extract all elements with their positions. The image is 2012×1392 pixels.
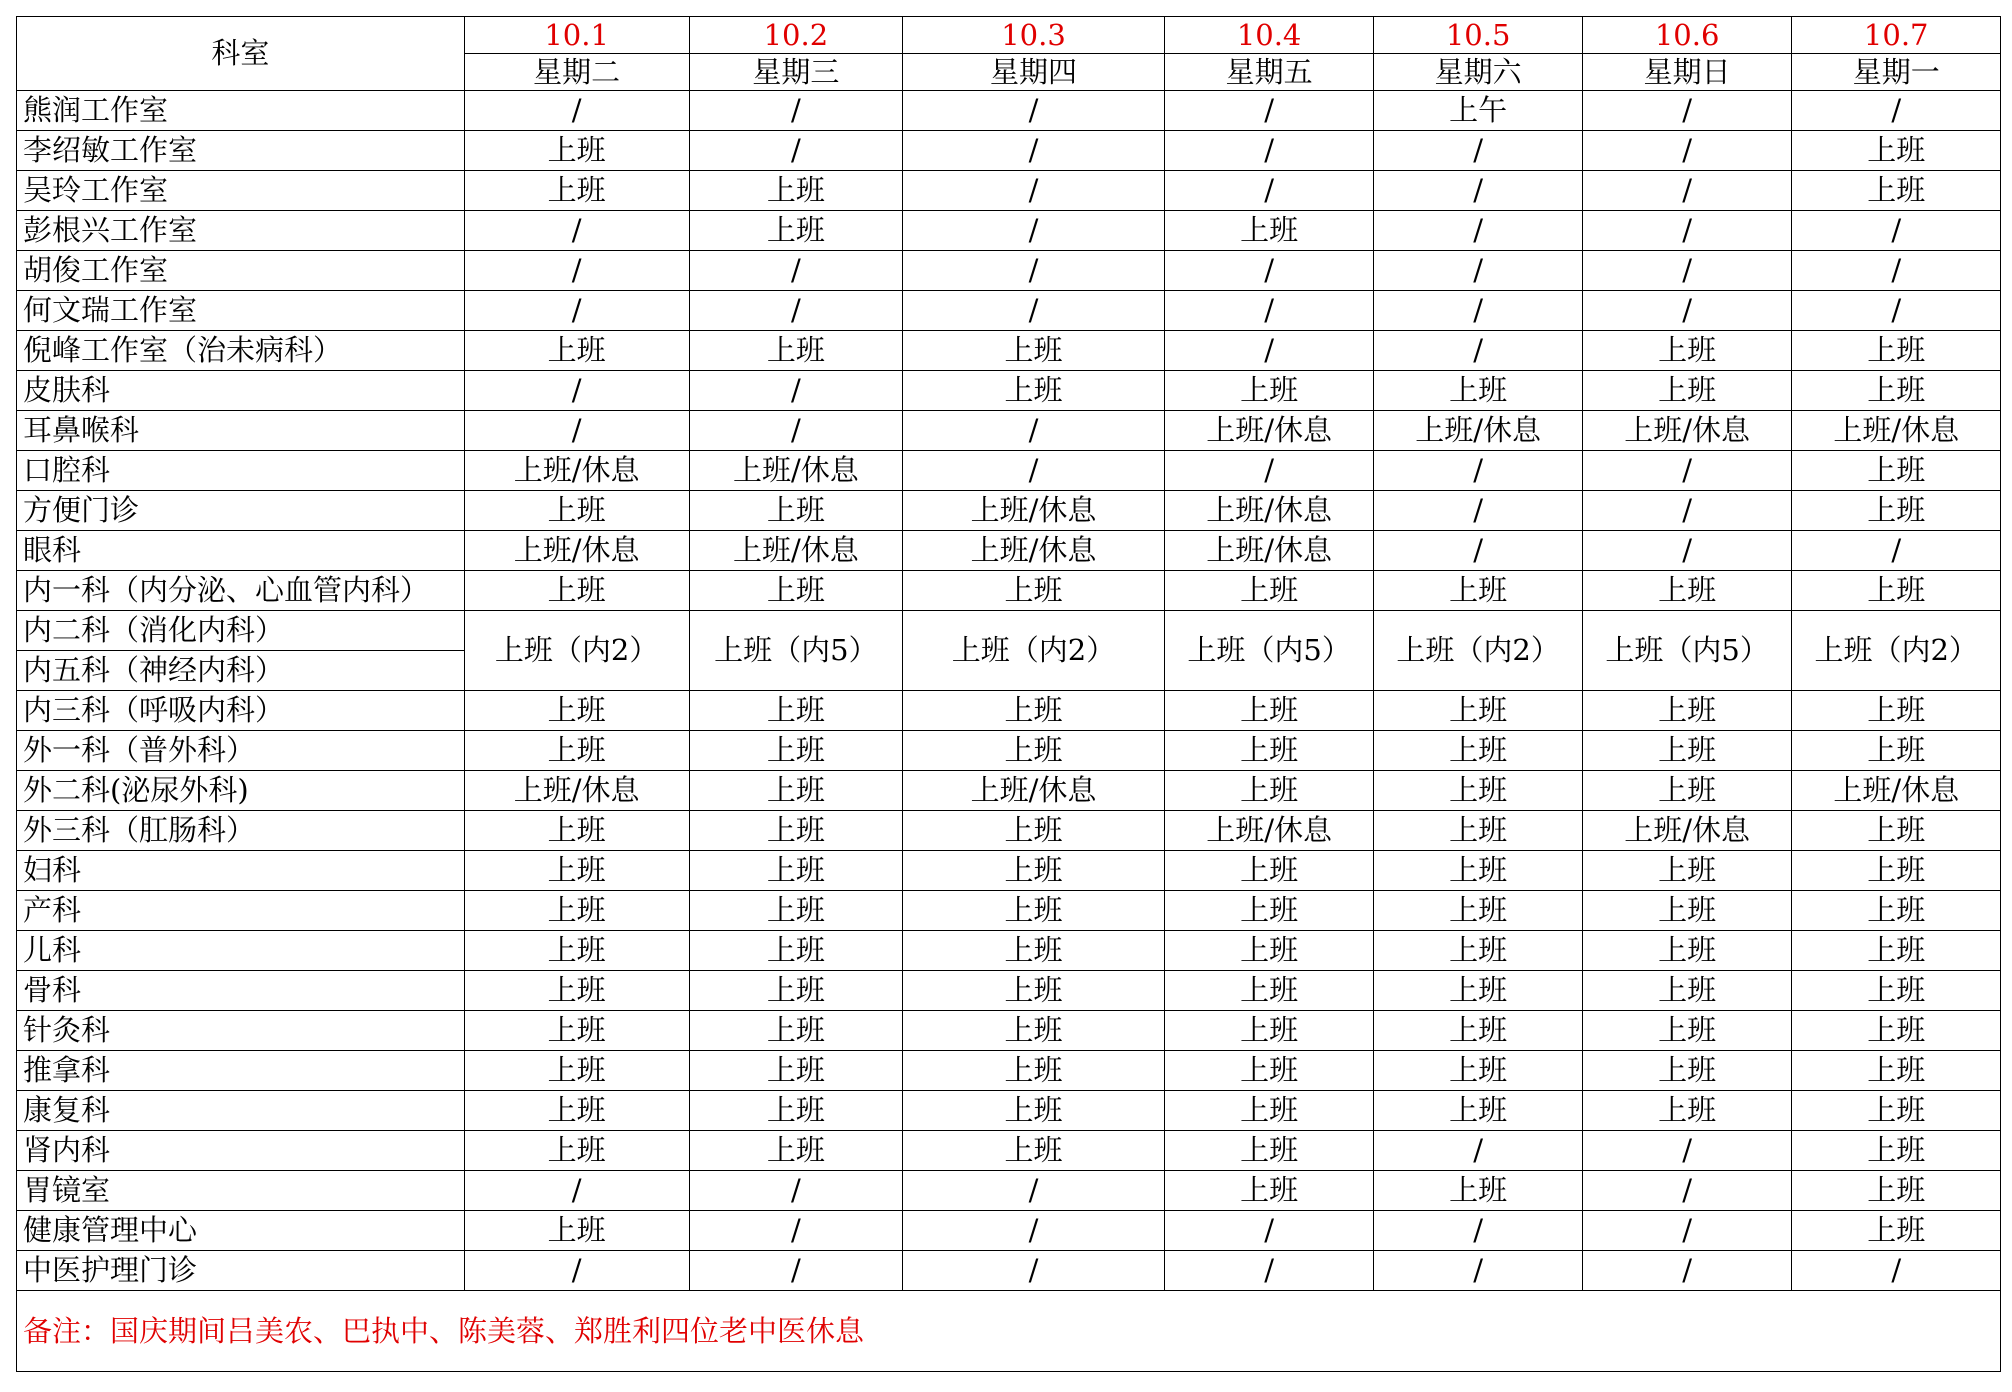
dept-name-cell: 何文瑞工作室 xyxy=(17,291,465,331)
schedule-cell: / xyxy=(1374,1131,1583,1171)
schedule-cell-merged: 上班（内5） xyxy=(1164,611,1374,691)
schedule-cell: 上班 xyxy=(1582,331,1792,371)
schedule-cell: 上班 xyxy=(903,891,1165,931)
dept-name-cell: 内二科（消化内科） xyxy=(17,611,465,651)
dept-name-cell: 针灸科 xyxy=(17,1011,465,1051)
schedule-cell: 上班 xyxy=(1374,691,1583,731)
schedule-cell: / xyxy=(1582,531,1792,571)
schedule-cell: 上班 xyxy=(1792,731,2001,771)
table-row xyxy=(17,1091,2001,1131)
schedule-cell: 上班/休息 xyxy=(1582,411,1792,451)
table-row xyxy=(17,91,2001,131)
schedule-cell: / xyxy=(689,291,903,331)
schedule-cell: / xyxy=(903,1251,1165,1291)
schedule-cell: 上班 xyxy=(1582,571,1792,611)
dept-name-cell: 胃镜室 xyxy=(17,1171,465,1211)
schedule-cell: / xyxy=(1164,171,1374,211)
schedule-cell: / xyxy=(903,411,1165,451)
schedule-cell: 上班 xyxy=(1374,1171,1583,1211)
schedule-cell: / xyxy=(1582,131,1792,171)
schedule-cell: 上班 xyxy=(903,1131,1165,1171)
schedule-cell: / xyxy=(1374,291,1583,331)
schedule-cell: 上班 xyxy=(1164,1091,1374,1131)
schedule-cell: / xyxy=(464,1171,689,1211)
schedule-cell: 上班 xyxy=(689,891,903,931)
dept-name-cell: 中医护理门诊 xyxy=(17,1251,465,1291)
weekday-header: 星期二 xyxy=(464,54,689,91)
schedule-cell: 上班 xyxy=(1374,371,1583,411)
schedule-cell: / xyxy=(1164,1251,1374,1291)
schedule-cell: 上班 xyxy=(903,1051,1165,1091)
schedule-cell: / xyxy=(1374,491,1583,531)
schedule-cell: 上班 xyxy=(464,851,689,891)
schedule-cell: / xyxy=(1374,531,1583,571)
table-row xyxy=(17,211,2001,251)
table-row xyxy=(17,331,2001,371)
schedule-cell: / xyxy=(1164,331,1374,371)
schedule-cell: 上班 xyxy=(1164,1011,1374,1051)
schedule-cell: / xyxy=(1792,291,2001,331)
date-header: 10.1 xyxy=(464,17,689,54)
dept-name-cell: 李绍敏工作室 xyxy=(17,131,465,171)
table-row xyxy=(17,131,2001,171)
schedule-cell: 上班 xyxy=(689,211,903,251)
schedule-cell: / xyxy=(903,131,1165,171)
schedule-cell: 上班 xyxy=(1164,771,1374,811)
schedule-cell: 上班/休息 xyxy=(903,531,1165,571)
schedule-cell: / xyxy=(464,251,689,291)
dept-name-cell: 吴玲工作室 xyxy=(17,171,465,211)
schedule-cell: 上班 xyxy=(689,771,903,811)
table-row xyxy=(17,571,2001,611)
schedule-cell: 上班/休息 xyxy=(1164,811,1374,851)
schedule-cell: / xyxy=(464,91,689,131)
schedule-cell: / xyxy=(1374,451,1583,491)
schedule-cell: 上班 xyxy=(689,331,903,371)
schedule-cell: 上班 xyxy=(1164,1171,1374,1211)
table-row xyxy=(17,1211,2001,1251)
schedule-cell: / xyxy=(1582,451,1792,491)
schedule-cell: 上班 xyxy=(1792,491,2001,531)
dept-name-cell: 健康管理中心 xyxy=(17,1211,465,1251)
schedule-cell-merged: 上班（内2） xyxy=(903,611,1165,691)
header-date-row xyxy=(17,17,2001,54)
schedule-cell: 上班/休息 xyxy=(1164,411,1374,451)
schedule-cell: / xyxy=(689,371,903,411)
table-row xyxy=(17,171,2001,211)
table-row xyxy=(17,851,2001,891)
schedule-cell: 上班 xyxy=(1582,731,1792,771)
schedule-cell: / xyxy=(1582,1131,1792,1171)
schedule-cell: 上班 xyxy=(464,491,689,531)
schedule-cell: 上班 xyxy=(689,971,903,1011)
schedule-cell: 上班/休息 xyxy=(1792,411,2001,451)
schedule-cell: / xyxy=(689,91,903,131)
table-row xyxy=(17,451,2001,491)
schedule-cell: / xyxy=(903,91,1165,131)
schedule-cell: 上班 xyxy=(1792,131,2001,171)
schedule-cell: / xyxy=(689,251,903,291)
schedule-cell: / xyxy=(903,171,1165,211)
schedule-cell: / xyxy=(1374,251,1583,291)
dept-name-cell: 内一科（内分泌、心血管内科） xyxy=(17,571,465,611)
schedule-cell: 上班 xyxy=(1164,931,1374,971)
schedule-cell: / xyxy=(464,371,689,411)
schedule-cell: 上班 xyxy=(689,1051,903,1091)
schedule-cell: 上班 xyxy=(1582,971,1792,1011)
schedule-cell: 上班 xyxy=(903,371,1165,411)
schedule-cell: / xyxy=(1374,131,1583,171)
schedule-cell: 上班 xyxy=(1582,771,1792,811)
schedule-cell: 上班 xyxy=(1374,731,1583,771)
table-row xyxy=(17,371,2001,411)
schedule-cell: / xyxy=(1582,1171,1792,1211)
schedule-cell: 上班 xyxy=(689,811,903,851)
schedule-cell: / xyxy=(689,1171,903,1211)
dept-name-cell: 骨科 xyxy=(17,971,465,1011)
schedule-cell: 上班 xyxy=(1374,891,1583,931)
schedule-cell: 上班 xyxy=(1792,451,2001,491)
schedule-cell: 上班 xyxy=(1164,731,1374,771)
dept-name-cell: 康复科 xyxy=(17,1091,465,1131)
schedule-cell: / xyxy=(1164,91,1374,131)
schedule-cell: 上班 xyxy=(1792,1011,2001,1051)
dept-name-cell: 妇科 xyxy=(17,851,465,891)
schedule-cell: 上班 xyxy=(1164,571,1374,611)
schedule-cell: 上班/休息 xyxy=(464,531,689,571)
schedule-cell: 上班 xyxy=(464,1011,689,1051)
schedule-cell: 上班 xyxy=(1792,1091,2001,1131)
schedule-cell-merged: 上班（内5） xyxy=(1582,611,1792,691)
schedule-cell: 上班 xyxy=(1164,851,1374,891)
schedule-cell: 上班/休息 xyxy=(1164,491,1374,531)
weekday-header: 星期四 xyxy=(903,54,1165,91)
schedule-cell: 上班 xyxy=(464,931,689,971)
schedule-cell: 上班 xyxy=(1582,371,1792,411)
table-row xyxy=(17,1131,2001,1171)
schedule-cell: 上班/休息 xyxy=(1582,811,1792,851)
schedule-cell: / xyxy=(1164,1211,1374,1251)
schedule-cell: / xyxy=(903,211,1165,251)
schedule-cell-merged: 上班（内2） xyxy=(464,611,689,691)
dept-name-cell: 皮肤科 xyxy=(17,371,465,411)
schedule-cell: / xyxy=(1582,251,1792,291)
schedule-cell: 上班 xyxy=(689,851,903,891)
dept-name-cell: 推拿科 xyxy=(17,1051,465,1091)
schedule-cell: 上班 xyxy=(1792,1171,2001,1211)
weekday-header: 星期日 xyxy=(1582,54,1792,91)
schedule-cell: / xyxy=(1374,331,1583,371)
schedule-cell: 上班 xyxy=(689,1091,903,1131)
schedule-cell: / xyxy=(464,291,689,331)
dept-name-cell: 外一科（普外科） xyxy=(17,731,465,771)
holiday-schedule-table xyxy=(16,16,2001,1372)
schedule-cell: 上班 xyxy=(1374,1011,1583,1051)
table-row xyxy=(17,1051,2001,1091)
schedule-cell: / xyxy=(1582,171,1792,211)
schedule-cell-merged: 上班（内2） xyxy=(1792,611,2001,691)
date-header: 10.2 xyxy=(689,17,903,54)
dept-name-cell: 外二科(泌尿外科) xyxy=(17,771,465,811)
table-row xyxy=(17,771,2001,811)
schedule-cell: 上班 xyxy=(464,1131,689,1171)
schedule-cell: / xyxy=(1582,491,1792,531)
table-row xyxy=(17,611,2001,651)
schedule-cell: 上班 xyxy=(1792,331,2001,371)
schedule-cell: 上班 xyxy=(464,131,689,171)
table-row xyxy=(17,891,2001,931)
schedule-cell: 上班 xyxy=(1374,1091,1583,1131)
schedule-cell: 上班 xyxy=(1374,1051,1583,1091)
schedule-cell: / xyxy=(1792,531,2001,571)
schedule-cell: / xyxy=(903,451,1165,491)
schedule-cell: / xyxy=(1164,291,1374,331)
schedule-cell: 上班 xyxy=(903,811,1165,851)
schedule-cell: 上班 xyxy=(464,1051,689,1091)
schedule-cell: / xyxy=(1582,211,1792,251)
table-row xyxy=(17,1171,2001,1211)
schedule-cell: 上班 xyxy=(689,691,903,731)
schedule-cell: 上班 xyxy=(689,931,903,971)
schedule-cell: 上班 xyxy=(903,691,1165,731)
date-header: 10.4 xyxy=(1164,17,1374,54)
schedule-cell: 上班 xyxy=(689,1011,903,1051)
schedule-cell: / xyxy=(1792,211,2001,251)
schedule-cell: 上班 xyxy=(689,171,903,211)
schedule-cell: / xyxy=(1582,91,1792,131)
dept-column-header: 科室 xyxy=(17,17,465,91)
table-row xyxy=(17,491,2001,531)
table-row xyxy=(17,411,2001,451)
schedule-cell: 上班 xyxy=(464,571,689,611)
schedule-cell: 上班 xyxy=(903,571,1165,611)
schedule-cell: / xyxy=(1374,1251,1583,1291)
date-header: 10.5 xyxy=(1374,17,1583,54)
schedule-cell: 上班 xyxy=(464,811,689,851)
schedule-cell: 上班 xyxy=(1164,371,1374,411)
schedule-cell: 上班/休息 xyxy=(464,771,689,811)
schedule-cell: / xyxy=(689,1251,903,1291)
schedule-cell: 上班 xyxy=(1792,1131,2001,1171)
note-row xyxy=(17,1291,2001,1372)
dept-name-cell: 方便门诊 xyxy=(17,491,465,531)
schedule-cell: / xyxy=(1164,131,1374,171)
schedule-cell: / xyxy=(1164,451,1374,491)
weekday-header: 星期六 xyxy=(1374,54,1583,91)
schedule-cell: / xyxy=(464,1251,689,1291)
dept-name-cell: 胡俊工作室 xyxy=(17,251,465,291)
schedule-cell: 上班 xyxy=(1164,1131,1374,1171)
table-row xyxy=(17,971,2001,1011)
schedule-cell: / xyxy=(1582,1251,1792,1291)
table-row xyxy=(17,1251,2001,1291)
dept-name-cell: 耳鼻喉科 xyxy=(17,411,465,451)
schedule-cell: 上班 xyxy=(1792,171,2001,211)
schedule-cell: 上班 xyxy=(1582,1051,1792,1091)
dept-name-cell: 肾内科 xyxy=(17,1131,465,1171)
schedule-cell: 上班/休息 xyxy=(689,531,903,571)
schedule-cell: 上班 xyxy=(464,171,689,211)
table-row xyxy=(17,251,2001,291)
schedule-cell: 上班 xyxy=(464,1091,689,1131)
schedule-cell: 上班 xyxy=(903,971,1165,1011)
dept-name-cell: 内五科（神经内科） xyxy=(17,651,465,691)
schedule-cell: 上班 xyxy=(1164,971,1374,1011)
weekday-header: 星期五 xyxy=(1164,54,1374,91)
dept-name-cell: 眼科 xyxy=(17,531,465,571)
schedule-cell: 上班/休息 xyxy=(464,451,689,491)
dept-name-cell: 产科 xyxy=(17,891,465,931)
schedule-cell: / xyxy=(1792,251,2001,291)
schedule-cell: 上班 xyxy=(1374,851,1583,891)
schedule-cell: 上班 xyxy=(1374,771,1583,811)
schedule-cell: 上班 xyxy=(1792,891,2001,931)
schedule-cell: 上班 xyxy=(464,331,689,371)
dept-name-cell: 彭根兴工作室 xyxy=(17,211,465,251)
schedule-cell: / xyxy=(689,131,903,171)
schedule-cell: 上班 xyxy=(903,851,1165,891)
table-row xyxy=(17,931,2001,971)
schedule-cell: 上午 xyxy=(1374,91,1583,131)
schedule-cell: / xyxy=(1164,251,1374,291)
schedule-cell: / xyxy=(464,411,689,451)
schedule-cell: 上班 xyxy=(1792,851,2001,891)
schedule-cell-merged: 上班（内2） xyxy=(1374,611,1583,691)
table-row xyxy=(17,291,2001,331)
schedule-cell: / xyxy=(903,251,1165,291)
schedule-cell: 上班 xyxy=(464,1211,689,1251)
schedule-cell: 上班 xyxy=(1164,691,1374,731)
schedule-cell: 上班 xyxy=(464,891,689,931)
schedule-cell: 上班 xyxy=(1792,971,2001,1011)
dept-name-cell: 倪峰工作室（治未病科） xyxy=(17,331,465,371)
schedule-cell: 上班 xyxy=(903,1091,1165,1131)
dept-name-cell: 熊润工作室 xyxy=(17,91,465,131)
schedule-cell: 上班 xyxy=(1792,371,2001,411)
table-row xyxy=(17,731,2001,771)
schedule-cell: 上班 xyxy=(903,331,1165,371)
schedule-cell: 上班 xyxy=(1374,811,1583,851)
schedule-cell: / xyxy=(689,1211,903,1251)
weekday-header: 星期三 xyxy=(689,54,903,91)
schedule-cell: / xyxy=(689,411,903,451)
schedule-cell: 上班 xyxy=(1582,691,1792,731)
schedule-cell: 上班 xyxy=(1582,1091,1792,1131)
schedule-cell: 上班 xyxy=(903,731,1165,771)
schedule-cell-merged: 上班（内5） xyxy=(689,611,903,691)
schedule-cell: 上班 xyxy=(1582,851,1792,891)
schedule-cell: / xyxy=(1582,1211,1792,1251)
schedule-cell: 上班/休息 xyxy=(1374,411,1583,451)
date-header: 10.7 xyxy=(1792,17,2001,54)
schedule-cell: 上班 xyxy=(1582,891,1792,931)
schedule-cell: 上班 xyxy=(1374,571,1583,611)
schedule-cell: 上班 xyxy=(1164,891,1374,931)
schedule-cell: / xyxy=(1374,171,1583,211)
schedule-cell: 上班 xyxy=(1374,971,1583,1011)
schedule-cell: 上班 xyxy=(1582,931,1792,971)
schedule-cell: 上班 xyxy=(1792,1051,2001,1091)
schedule-cell: 上班/休息 xyxy=(689,451,903,491)
dept-name-cell: 口腔科 xyxy=(17,451,465,491)
schedule-cell: / xyxy=(1374,211,1583,251)
schedule-cell: 上班/休息 xyxy=(1792,771,2001,811)
schedule-cell: / xyxy=(903,291,1165,331)
schedule-cell: 上班 xyxy=(1792,691,2001,731)
schedule-cell: / xyxy=(464,211,689,251)
schedule-cell: 上班 xyxy=(689,571,903,611)
schedule-cell: / xyxy=(1582,291,1792,331)
dept-name-cell: 内三科（呼吸内科） xyxy=(17,691,465,731)
schedule-cell: 上班 xyxy=(1792,571,2001,611)
schedule-cell: 上班 xyxy=(689,731,903,771)
schedule-cell: 上班 xyxy=(1792,811,2001,851)
schedule-cell: / xyxy=(903,1171,1165,1211)
schedule-cell: / xyxy=(1792,91,2001,131)
date-header: 10.6 xyxy=(1582,17,1792,54)
table-row xyxy=(17,811,2001,851)
schedule-cell: 上班 xyxy=(1582,1011,1792,1051)
schedule-cell: 上班 xyxy=(903,1011,1165,1051)
schedule-cell: 上班 xyxy=(1792,931,2001,971)
schedule-cell: 上班 xyxy=(1374,931,1583,971)
table-row xyxy=(17,1011,2001,1051)
dept-name-cell: 儿科 xyxy=(17,931,465,971)
schedule-cell: 上班 xyxy=(1164,211,1374,251)
weekday-header: 星期一 xyxy=(1792,54,2001,91)
schedule-cell: 上班/休息 xyxy=(1164,531,1374,571)
schedule-cell: / xyxy=(1374,1211,1583,1251)
schedule-cell: 上班 xyxy=(464,691,689,731)
schedule-cell: 上班 xyxy=(903,931,1165,971)
schedule-cell: 上班/休息 xyxy=(903,771,1165,811)
table-row xyxy=(17,531,2001,571)
schedule-cell: 上班 xyxy=(464,731,689,771)
schedule-cell: 上班 xyxy=(1792,1211,2001,1251)
remark-note: 备注：国庆期间吕美农、巴执中、陈美蓉、郑胜利四位老中医休息 xyxy=(17,1291,2001,1372)
table-row xyxy=(17,691,2001,731)
schedule-cell: 上班 xyxy=(689,491,903,531)
schedule-cell: / xyxy=(903,1211,1165,1251)
schedule-cell: 上班 xyxy=(464,971,689,1011)
schedule-cell: 上班/休息 xyxy=(903,491,1165,531)
schedule-cell: / xyxy=(1792,1251,2001,1291)
date-header: 10.3 xyxy=(903,17,1165,54)
dept-name-cell: 外三科（肛肠科） xyxy=(17,811,465,851)
schedule-cell: 上班 xyxy=(1164,1051,1374,1091)
schedule-cell: 上班 xyxy=(689,1131,903,1171)
